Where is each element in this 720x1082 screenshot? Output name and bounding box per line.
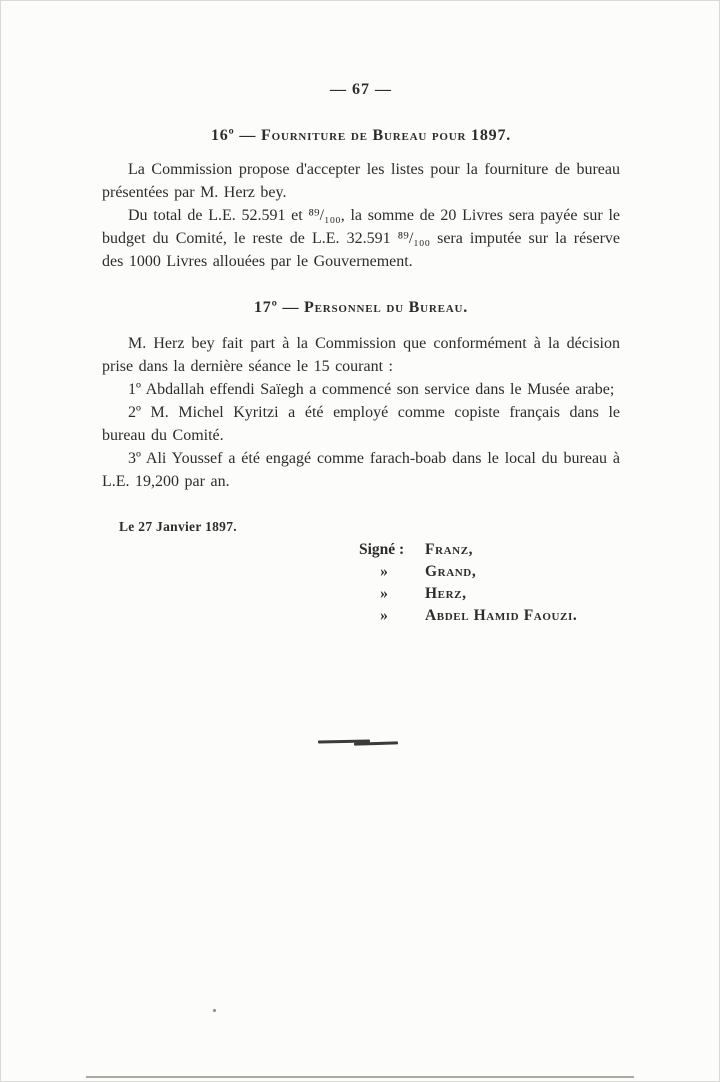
signature-name-faouzi: Abdel Hamid Faouzi.	[425, 607, 578, 624]
signature-name-franz: Franz,	[425, 541, 474, 558]
signature-row	[359, 539, 620, 561]
ink-dot-artifact	[213, 1009, 216, 1012]
signature-name-grand: Grand,	[425, 563, 477, 580]
signature-row	[359, 561, 620, 583]
section-heading-17: 17º — Personnel du Bureau.	[253, 299, 469, 316]
signature-row	[359, 583, 620, 605]
section-divider	[318, 739, 398, 745]
divider-stroke	[354, 741, 398, 745]
section-heading-16: 16º — Fourniture de Bureau pour 1897.	[210, 127, 512, 144]
paragraph-personnel-item-3: 3º Ali Youssef a été engagé comme farach-boab dans le local du bureau à L.E. 19,200 par an.	[102, 450, 620, 490]
paragraph-personnel-item-1: 1º Abdallah effendi Saïegh a commencé son service dans le Musée arabe;	[128, 381, 615, 398]
signature-block	[359, 539, 620, 627]
section-personnel	[102, 299, 620, 493]
signature-name-herz: Herz,	[425, 585, 467, 602]
page-number: — 67 —	[330, 81, 392, 98]
paragraph-fourniture-1: La Commission propose d'accepter les listes pour la fourniture de bureau présentées par M. Herz bey.	[102, 161, 620, 201]
date-line: Le 27 Janvier 1897.	[119, 519, 237, 534]
section-fourniture	[102, 127, 620, 273]
signature-label: Signé :	[359, 541, 405, 558]
scan-edge-artifact	[86, 1076, 634, 1078]
signature-row	[359, 605, 620, 627]
paragraph-personnel-item-2: 2º M. Michel Kyritzi a été employé comme copiste français dans le bureau du Comité.	[102, 404, 620, 444]
signature-ditto-mark: »	[380, 607, 388, 624]
signature-ditto-mark: »	[380, 585, 388, 602]
paragraph-personnel-intro: M. Herz bey fait part à la Commission que conformément à la décision prise dans la dernière séance le 15 courant :	[102, 335, 620, 375]
paragraph-fourniture-2: Du total de L.E. 52.591 et ⁸⁹/₁₀₀, la somme de 20 Livres sera payée sur le budget du Comité, le reste de L.E. 32.591 ⁸⁹/₁₀₀ sera imputée sur la réserve des 1000 Livres allouées par le Gouvernement.	[102, 207, 620, 270]
signature-ditto-mark: »	[380, 563, 388, 580]
